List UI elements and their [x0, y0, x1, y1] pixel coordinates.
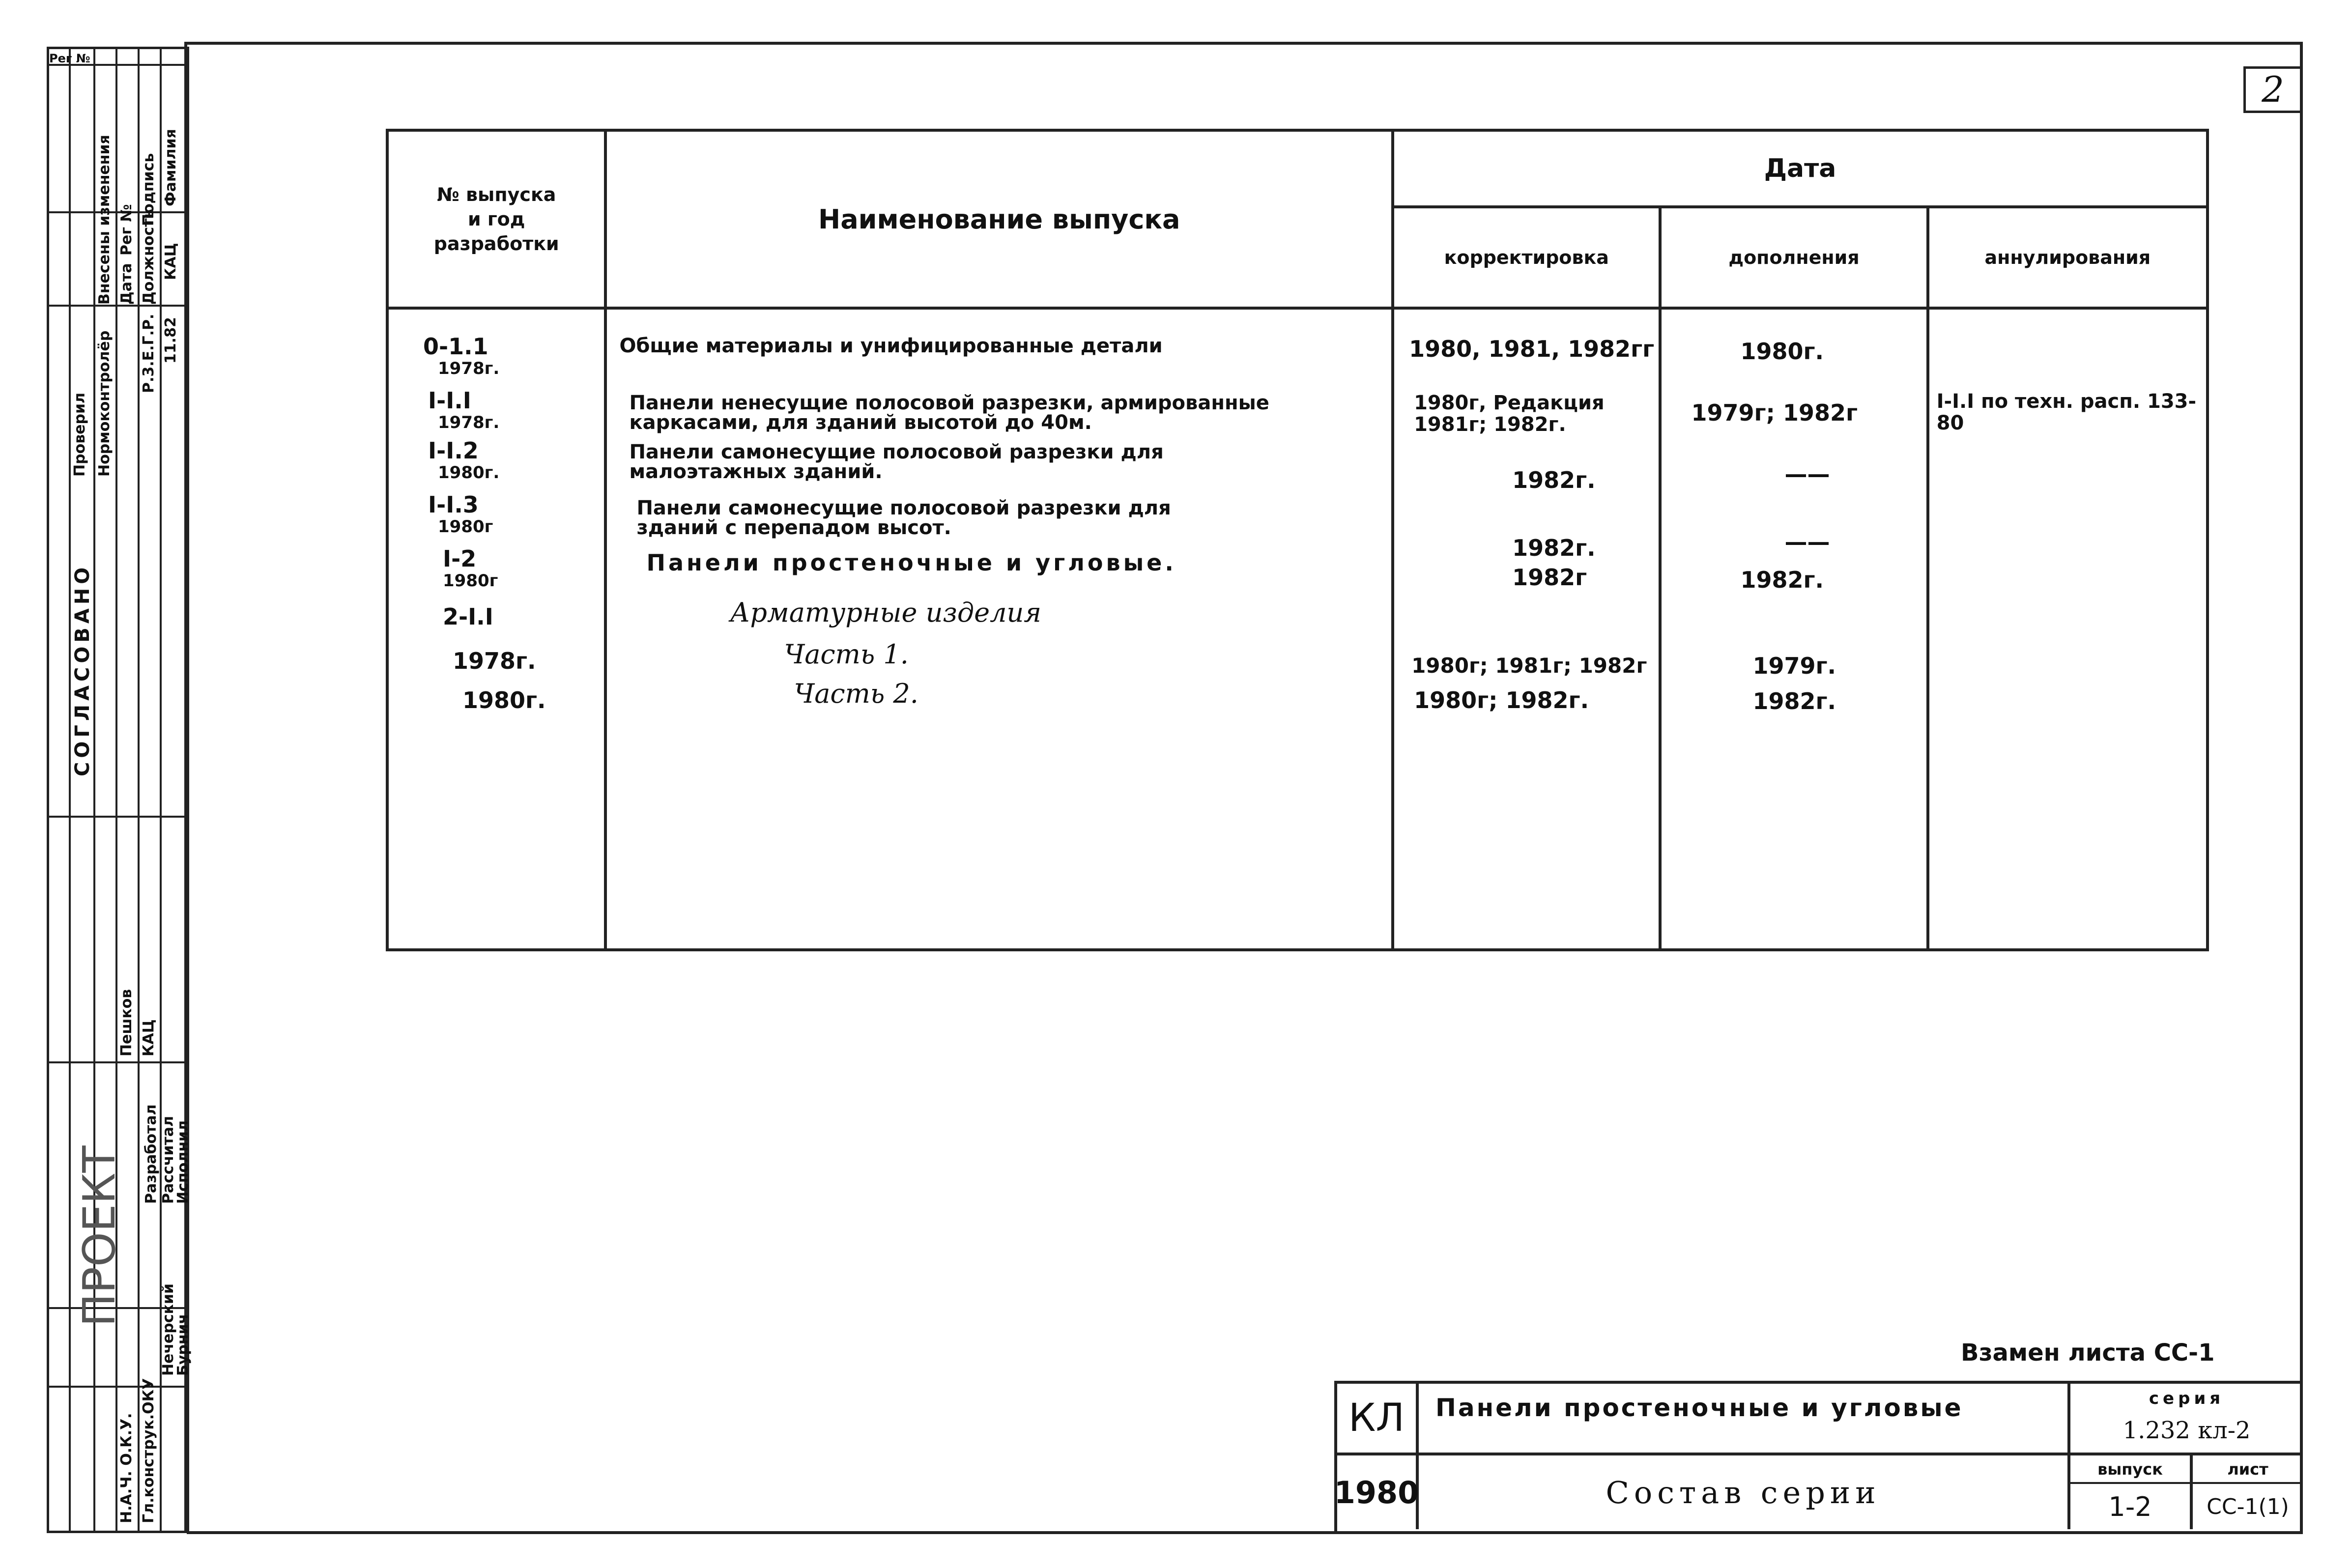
issue-col-header-line: разработки — [433, 233, 559, 255]
issue-name: зданий с перепадом высот. — [636, 516, 951, 539]
correction-value: 1982г. — [1512, 467, 1596, 493]
addition-value: 1979г; 1982г — [1691, 399, 1858, 426]
issue-year: 1978г. — [438, 359, 500, 378]
stamp-regno-col: Рег № — [118, 204, 135, 256]
tb-sheet-value: СС-1(1) — [2207, 1494, 2289, 1519]
tb-sheet-label: лист — [2227, 1460, 2268, 1479]
correction-value: 1982г — [1512, 564, 1587, 591]
tb-series-value: 1.232 кл-2 — [2123, 1417, 2251, 1444]
stamp-signer-name: Нечерский — [160, 1283, 177, 1376]
issue-year: 1980г — [443, 571, 498, 591]
addition-value: —— — [1784, 529, 1830, 555]
stamp-checked: Проверил — [71, 393, 88, 477]
side-stamp — [47, 47, 192, 1533]
issue-name: Панели самонесущие полосовой разрезки для — [636, 497, 1171, 519]
replaced-sheet-note: Взамен листа СС-1 — [1961, 1339, 2215, 1367]
stamp-changes-title: Внесены изменения — [96, 135, 113, 305]
addition-column — [1660, 308, 1927, 950]
addition-col-header: дополнения — [1660, 207, 1927, 308]
tb-divider — [2070, 1482, 2303, 1484]
name-col-header: Наименование выпуска — [605, 130, 1393, 308]
correction-col-header: корректировка — [1393, 207, 1660, 308]
tb-title: Панели простеночные и угловые — [1435, 1394, 1963, 1422]
tb-year: 1980 — [1337, 1455, 1419, 1529]
tb-subtitle: Состав серии — [1419, 1455, 2070, 1529]
stamp-signer-name: КАЦ — [140, 1019, 157, 1056]
stamp-signer-name: Пешков — [118, 989, 135, 1056]
annulment-col-header: аннулирования — [1928, 207, 2208, 308]
date-group-header: Дата — [1393, 130, 2208, 207]
addition-value: 1982г. — [1740, 567, 1824, 593]
correction-column — [1393, 308, 1660, 950]
issue-name: Панели самонесущие полосовой разрезки для — [629, 441, 1164, 463]
correction-value: 1980г; 1981г; 1982г — [1411, 654, 1647, 678]
stamp-normcontrol: Нормоконтролёр — [96, 330, 113, 477]
stamp-approved: СОГЛАСОВАНО — [71, 563, 94, 776]
issue-col-header-line: и год — [467, 208, 525, 230]
stamp-signer-role: Гл.конструк.ОКУ — [140, 1378, 157, 1523]
stamp-row1-date: 11.82 — [162, 317, 179, 364]
issue-code: 0-1.1 — [423, 333, 488, 360]
correction-value: 1980, 1981, 1982гг — [1409, 336, 1655, 362]
tb-kl: КЛ — [1348, 1396, 1405, 1440]
issue-code-column — [387, 308, 605, 950]
issue-name-column — [605, 308, 1393, 950]
stamp-signer-role: Рассчитал — [160, 1115, 177, 1204]
issue-name: Общие материалы и унифицированные детали — [619, 335, 1163, 357]
issue-year: 1978г. — [453, 648, 536, 674]
stamp-row-line — [49, 1386, 187, 1388]
stamp-signer-role: Разработал — [143, 1104, 160, 1204]
issue-name: малоэтажных зданий. — [629, 460, 883, 483]
stamp-position-col: Должность — [140, 209, 157, 305]
issue-code: 2-I.I — [443, 603, 493, 630]
issues-table — [386, 129, 2209, 951]
issue-name: Арматурные изделия — [730, 597, 1041, 628]
issue-code: I-I.I — [428, 387, 471, 414]
stamp-row1-position: Р.3.Е.Г.Р. — [140, 314, 157, 393]
correction-value: 1980г; 1982г. — [1414, 687, 1589, 713]
addition-value: —— — [1784, 461, 1830, 487]
annulment-column — [1928, 308, 2208, 950]
issue-code: I-I.2 — [428, 437, 479, 464]
issue-code: I-2 — [443, 545, 477, 572]
issue-name: Часть 2. — [794, 678, 918, 709]
stamp-project-mark: ПРОЕКТ — [74, 1145, 125, 1327]
issue-year: 1980г. — [462, 687, 546, 713]
stamp-row-line — [49, 305, 187, 307]
stamp-signer-role: Исполнил — [174, 1120, 192, 1204]
stamp-signer-role: Н.А.Ч. О.К.У. — [118, 1413, 135, 1523]
issue-col-header-line: № выпуска — [437, 184, 556, 205]
stamp-row1-name: КАЦ — [162, 243, 179, 280]
issue-year: 1978г. — [438, 413, 500, 432]
correction-value: 1980г, Редакция 1981г; 1982г. — [1414, 392, 1605, 436]
tb-issue-value: 1-2 — [2108, 1491, 2152, 1522]
tb-series-label: серия — [2149, 1389, 2225, 1408]
stamp-signer-name: Бурнич — [174, 1313, 192, 1376]
issue-col-header — [387, 130, 605, 308]
annulment-value: I-I.I по техн. расп. 133-80 — [1936, 390, 2197, 434]
stamp-signature-col: Подпись — [140, 153, 157, 226]
issue-year: 1980г. — [438, 463, 500, 483]
tb-issue-label: выпуск — [2097, 1460, 2163, 1479]
stamp-date-col: Дата — [118, 263, 135, 305]
correction-value: 1982г. — [1512, 535, 1596, 561]
issue-year: 1980г — [438, 517, 493, 537]
stamp-reg-label: Рег № — [49, 52, 90, 65]
title-block — [1334, 1381, 2303, 1531]
sheet-number: 2 — [2243, 66, 2302, 113]
issue-name: Панели простеночные и угловые. — [646, 549, 1176, 576]
issue-name: каркасами, для зданий высотой до 40м. — [629, 411, 1092, 434]
addition-value: 1979г. — [1752, 653, 1836, 679]
issue-name: Панели ненесущие полосовой разрезки, армированные — [629, 392, 1269, 414]
stamp-row-line — [49, 1061, 187, 1063]
addition-value: 1980г. — [1740, 338, 1824, 365]
addition-value: 1982г. — [1752, 688, 1836, 714]
stamp-row-line — [49, 816, 187, 818]
stamp-surname-col: Фамилия — [162, 129, 179, 206]
issue-name: Часть 1. — [784, 639, 909, 670]
issue-code: I-I.3 — [428, 491, 479, 518]
